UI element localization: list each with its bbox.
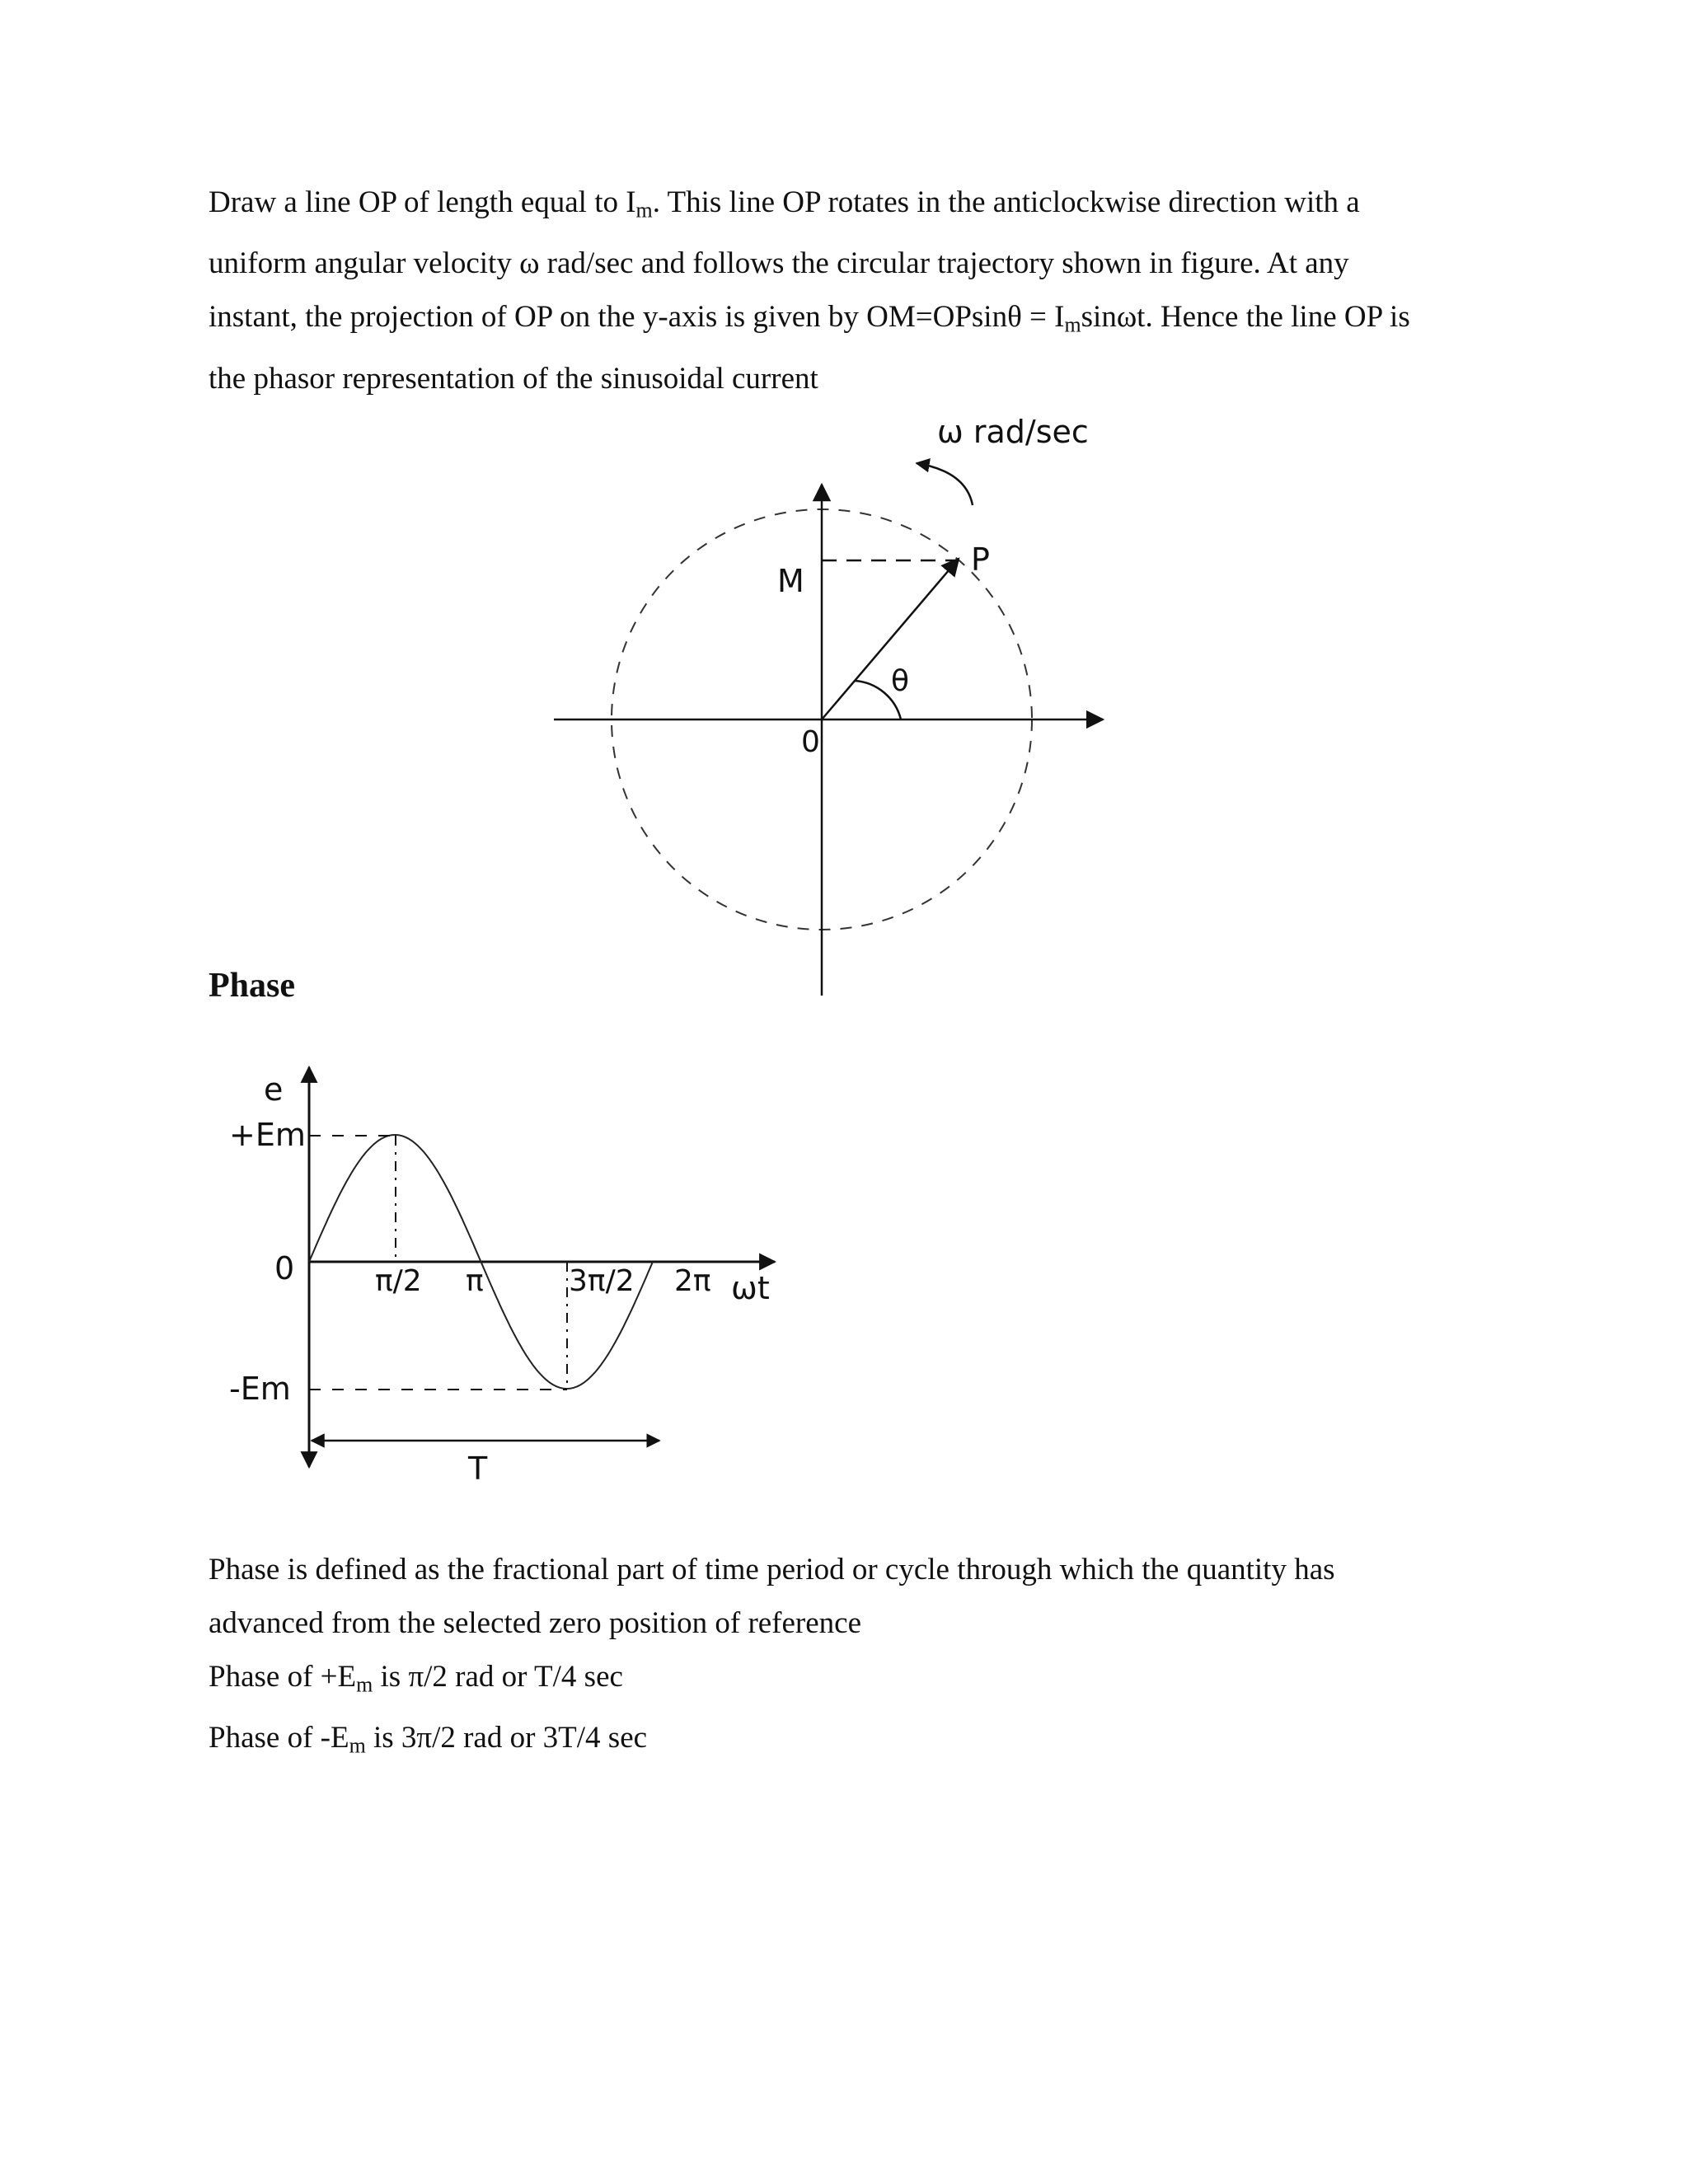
phase-line-4: Phase of $-E_m$ is 3π/2 rad or 3T/4 sec: [209, 1721, 648, 1758]
plus-em-label: +Em: [229, 1117, 306, 1153]
intro-line-2: uniform angular velocity ω rad/sec and follows the circular trajectory shown in figure. At any: [209, 246, 1349, 281]
intro-line-3: instant, the projection of OP on the y-axis is given by $OM=OPsin\theta = I_m\sin\omega t$. Hence the line OP is: [209, 300, 1410, 337]
origin-label: 0: [801, 725, 820, 759]
omega-label: ω rad/sec: [937, 414, 1089, 450]
intro-line-4: the phasor representation of the sinusoidal current: [209, 361, 818, 396]
phase-heading: Phase: [209, 967, 295, 1005]
intro-line-1: Draw a line OP of length equal to $I_m$. This line OP rotates in the anticlockwise direction with a: [209, 185, 1360, 223]
rotation-arrow: [917, 463, 973, 505]
x-axis-label-wt: ωt: [731, 1270, 770, 1306]
minus-em-label: -Em: [229, 1371, 291, 1407]
sine-waveform: [229, 1067, 775, 1487]
tick-pi: π: [466, 1264, 484, 1298]
tick-pi-2: π/2: [375, 1264, 422, 1298]
theta-label: θ: [891, 664, 910, 698]
point-m-label: M: [777, 563, 804, 599]
phase-definition: [209, 1543, 1494, 1773]
phase-line-1: Phase is defined as the fractional part of time period or cycle through which the quantity has: [209, 1553, 1335, 1586]
tick-3pi-2: 3π/2: [569, 1264, 635, 1298]
zero-label: 0: [274, 1250, 295, 1286]
phasor-diagram: [554, 414, 1103, 996]
period-label: T: [468, 1451, 488, 1487]
phasor-op: [822, 559, 959, 719]
phase-line-3: Phase of $+E_m$ is π/2 rad or T/4 sec: [209, 1660, 623, 1697]
tick-2pi: 2π: [674, 1264, 711, 1298]
y-axis-label-e: e: [264, 1071, 284, 1108]
point-p-label: P: [971, 541, 990, 578]
phase-line-2: advanced from the selected zero position of reference: [209, 1606, 862, 1640]
